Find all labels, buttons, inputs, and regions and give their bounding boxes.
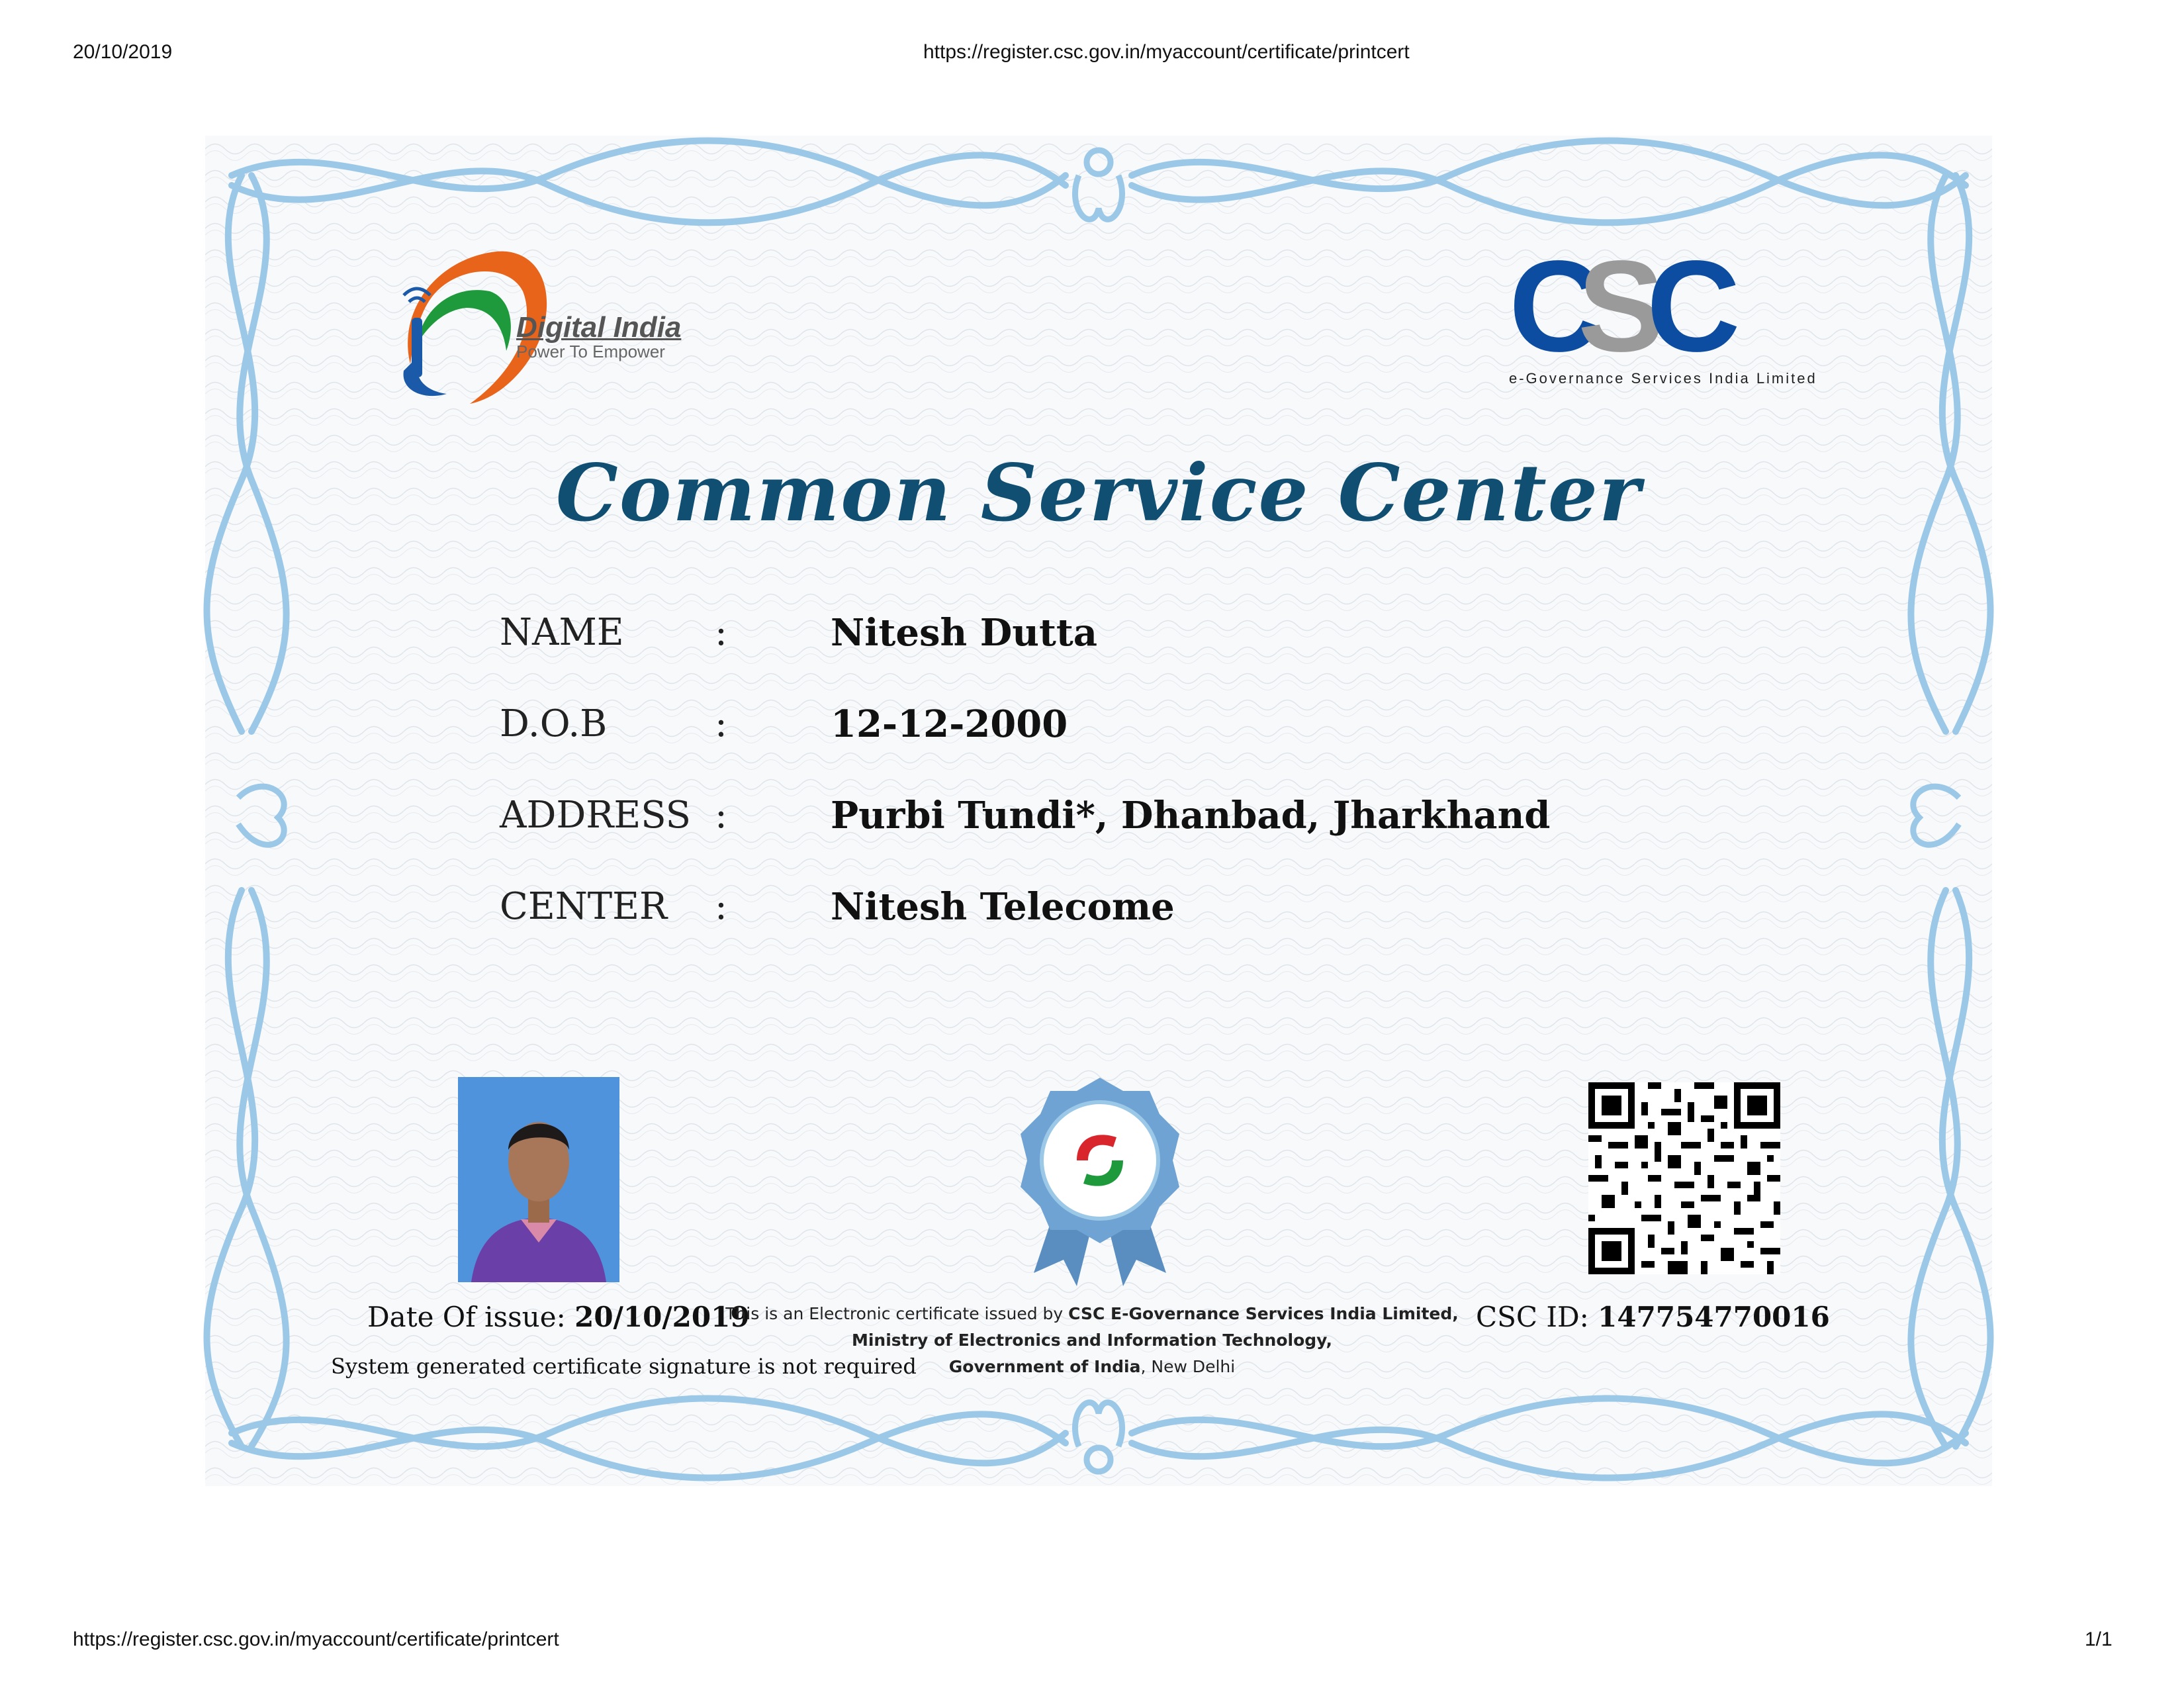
certificate-title: Common Service Center: [555, 447, 1642, 539]
digital-india-text: [516, 311, 681, 362]
seal-rosette: [1014, 1074, 1186, 1286]
note-government: Government of India: [948, 1357, 1141, 1376]
note-ministry: Ministry of Electronics and Information Technology,: [851, 1331, 1332, 1350]
note-issuer: CSC E-Governance Services India Limited,: [1068, 1304, 1459, 1323]
digital-india-title: Digital India: [516, 311, 682, 344]
csc-subtitle: e-Governance Services India Limited: [1509, 370, 1817, 387]
field-label: CENTER: [500, 885, 668, 928]
certificate: [205, 136, 1992, 1486]
field-colon: :: [715, 611, 727, 654]
field-label: NAME: [500, 611, 624, 654]
signature-note: System generated certificate signature is not required: [331, 1354, 917, 1379]
holder-photo: [458, 1077, 619, 1282]
field-value-dob: 12-12-2000: [831, 702, 1068, 746]
issue-date-label: Date Of issue:: [367, 1301, 566, 1333]
csc-letter-s: S: [1578, 234, 1661, 379]
digital-india-tagline: Power To Empower: [516, 342, 665, 361]
csc-logo: [1509, 234, 1853, 387]
csc-letter-c2: C: [1647, 234, 1737, 379]
page-number: 1/1: [2085, 1628, 2113, 1650]
electronic-certificate-note: [721, 1301, 1463, 1380]
print-url-footer: https://register.csc.gov.in/myaccount/certificate/printcert: [73, 1628, 559, 1650]
csc-id-value: 147754770016: [1598, 1301, 1830, 1333]
note-city: , New Delhi: [1140, 1357, 1236, 1376]
note-intro: This is an Electronic certificate issued by: [725, 1304, 1069, 1323]
field-value-name: Nitesh Dutta: [831, 611, 1097, 655]
field-value-center: Nitesh Telecome: [831, 885, 1175, 929]
issue-date: [367, 1301, 750, 1333]
csc-id: [1476, 1301, 1830, 1333]
field-colon: :: [715, 702, 727, 745]
field-label: ADDRESS: [500, 794, 692, 837]
qr-code: [1588, 1082, 1780, 1274]
print-date: 20/10/2019: [73, 41, 173, 63]
print-url-header: https://register.csc.gov.in/myaccount/certificate/printcert: [923, 41, 1410, 63]
field-colon: :: [715, 794, 727, 837]
csc-letter-c1: C: [1509, 234, 1599, 379]
issue-date-value: 20/10/2019: [574, 1301, 750, 1333]
field-colon: :: [715, 885, 727, 928]
csc-id-label: CSC ID:: [1476, 1301, 1589, 1333]
field-label: D.O.B: [500, 702, 608, 745]
field-value-address: Purbi Tundi*, Dhanbad, Jharkhand: [831, 794, 1551, 837]
